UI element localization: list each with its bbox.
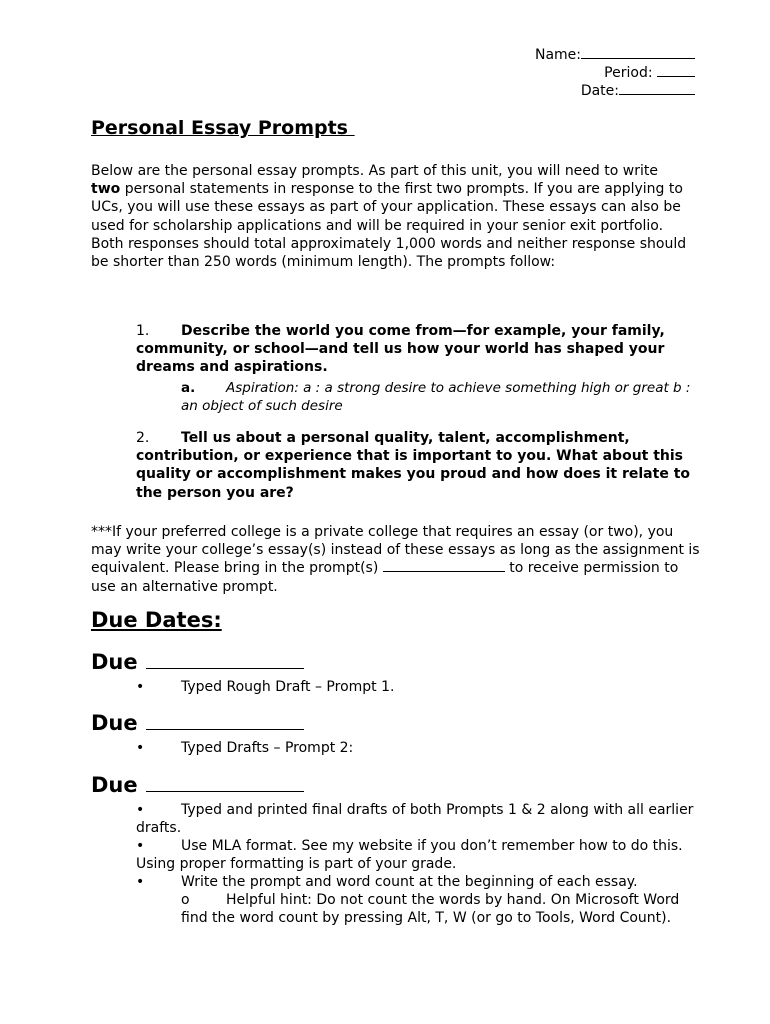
- sub-item-letter: a.: [181, 380, 196, 396]
- period-label: Period:: [604, 65, 653, 81]
- list-item-text: Write the prompt and word count at the beginning of each essay.: [181, 874, 638, 890]
- intro-text-end: personal statements in response to the first two prompts. If you are applying to UCs, you will use these essays as part of your application. These essays can also be used for scholarship applications and will be required in your senior exit portfolio. Both responses should total approximately 1,000 words and neither response should be shorter than 250 words (minimum length). The prompts follow:: [91, 181, 687, 271]
- list-item: [136, 873, 701, 891]
- due-text: Due: [91, 773, 138, 797]
- list-item-text: Use MLA format. See my website if you don’t remember how to do this. Using proper formatting is part of your grade.: [136, 838, 683, 873]
- bullet-icon: •: [136, 838, 145, 854]
- due-blank: [146, 773, 304, 792]
- due-dates-heading: Due Dates:: [91, 608, 222, 632]
- note-text-end: to receive permission to use an alternative prompt.: [91, 560, 679, 595]
- list-item: [136, 801, 701, 837]
- prompt-1: [136, 322, 706, 377]
- date-label: Date:: [580, 83, 619, 99]
- intro-text-start: Below are the personal essay prompts. As part of this unit, you will need to write: [91, 163, 658, 179]
- bullet-icon: •: [136, 740, 145, 756]
- sub-bullet-icon: o: [181, 892, 190, 908]
- date-blank: [619, 82, 695, 95]
- period-blank: [657, 64, 695, 77]
- list-item: [136, 739, 701, 757]
- due-blank: [146, 711, 304, 730]
- list-item: [136, 678, 701, 696]
- list-item-text: Typed Rough Draft – Prompt 1.: [181, 679, 395, 695]
- hint-text: Helpful hint: Do not count the words by hand. On Microsoft Word find the word count by pressing Alt, T, W (or go to Tools, Word Count).: [181, 892, 680, 927]
- prompt-text: Tell us about a personal quality, talent, accomplishment, contribution, or experience that is important to you. What about this quality or accomplishment makes you proud and how does it relate to the person you are?: [136, 430, 690, 501]
- bullet-icon: •: [136, 802, 145, 818]
- intro-bold-word: two: [91, 181, 121, 198]
- private-college-note: [91, 523, 701, 596]
- prompt-text: Describe the world you come from—for example, your family, community, or school—and tell us how your world has shaped your dreams and aspirations.: [136, 323, 665, 376]
- due-text: Due: [91, 650, 138, 674]
- prompt-number: 2.: [136, 430, 150, 446]
- name-label: Name:: [534, 47, 581, 63]
- sub-item-text: Aspiration: a : a strong desire to achieve something high or great b : an object of such desire: [181, 380, 691, 414]
- name-blank: [581, 46, 695, 59]
- period-line: [535, 64, 695, 82]
- name-line: [535, 46, 695, 64]
- helpful-hint: [181, 891, 701, 927]
- list-item: [136, 837, 701, 873]
- date-line: [535, 82, 695, 100]
- prompt-blank: [383, 559, 505, 572]
- list-item-text: Typed Drafts – Prompt 2:: [181, 740, 354, 756]
- prompt-2: [136, 429, 706, 502]
- due-text: Due: [91, 711, 138, 735]
- note-text-start: ***If your preferred college is a private college that requires an essay (or two), you may write your college’s essay(s) instead of these essays as long as the assignment is equivalent. Please bring in the prompt(s): [91, 524, 700, 577]
- prompt-1-sub-item: [181, 380, 701, 415]
- page-title: Personal Essay Prompts: [91, 117, 355, 139]
- prompt-number: 1.: [136, 323, 150, 339]
- due-blank: [146, 650, 304, 669]
- bullet-icon: •: [136, 874, 145, 890]
- student-info-header: [535, 46, 695, 100]
- due-label-2: [91, 711, 304, 735]
- due-label-1: [91, 650, 304, 674]
- intro-paragraph: [91, 162, 691, 271]
- due-label-3: [91, 773, 304, 797]
- bullet-icon: •: [136, 679, 145, 695]
- list-item-text: Typed and printed final drafts of both Prompts 1 & 2 along with all earlier drafts.: [136, 802, 694, 837]
